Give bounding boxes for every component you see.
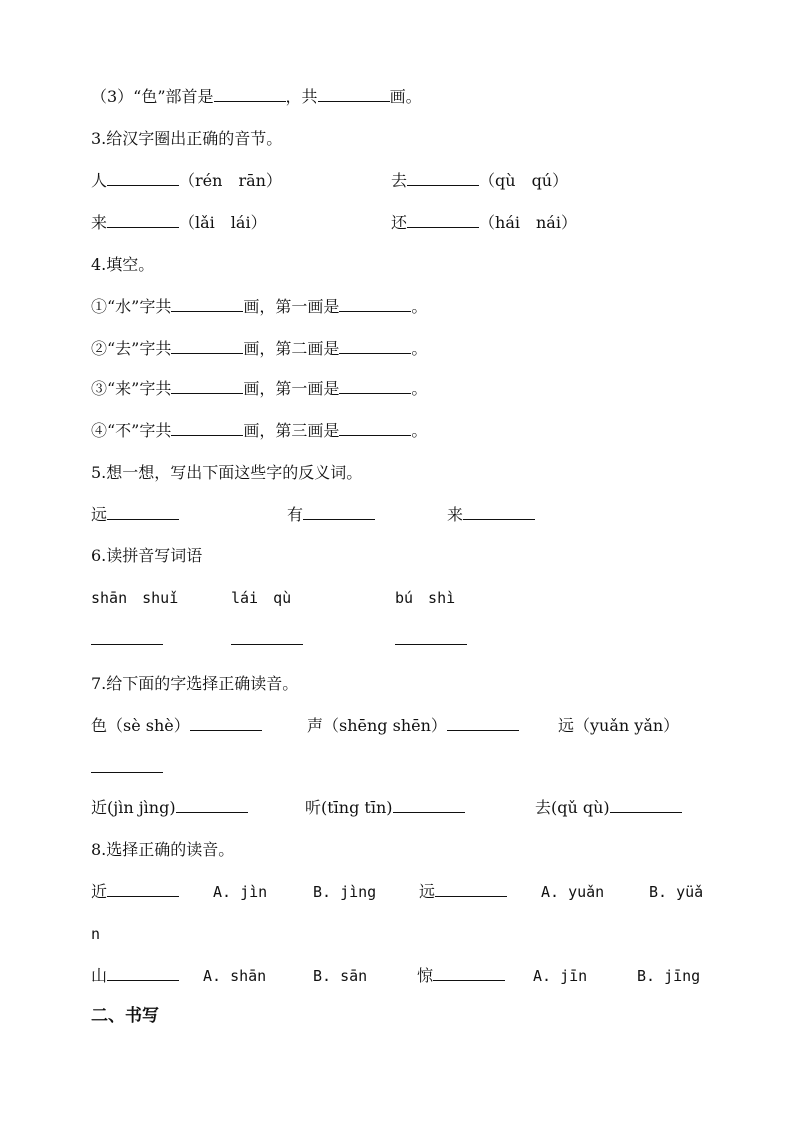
answer-blank[interactable] — [176, 798, 248, 813]
answer-blank[interactable] — [339, 297, 411, 312]
answer-blank[interactable] — [407, 213, 479, 228]
answer-blank[interactable] — [91, 758, 163, 773]
q4-item — [91, 339, 427, 359]
q8-option[interactable]: B. jìng — [313, 883, 377, 901]
q4-suffix: 。 — [411, 339, 428, 358]
q8-option[interactable]: B. yüǎ — [649, 883, 704, 901]
q3-options: （rén rān） — [179, 171, 282, 190]
q4-title: 4.填空。 — [91, 255, 155, 274]
q8-char: 近 — [91, 882, 108, 901]
q7-item: 远（yuǎn yǎn） — [558, 716, 680, 735]
q8-option[interactable]: A. jīn — [533, 967, 588, 985]
q4-suffix: 。 — [411, 421, 428, 440]
q3-char: 还 — [391, 213, 408, 232]
q4-prefix: ①“水”字共 — [91, 297, 172, 316]
q7-item: 近(jìn jìng) — [91, 798, 176, 817]
q3-options: （lǎi lái） — [179, 213, 267, 232]
answer-blank[interactable] — [171, 421, 243, 436]
q6-pinyin: shān shuǐ — [91, 589, 179, 607]
q6-pinyin: lái qù — [231, 589, 292, 607]
q4-suffix: 。 — [411, 297, 428, 316]
q8-option[interactable]: A. jìn — [213, 883, 268, 901]
answer-blank[interactable] — [339, 339, 411, 354]
q7-title: 7.给下面的字选择正确读音。 — [91, 674, 299, 693]
q5-title: 5.想一想，写出下面这些字的反义词。 — [91, 463, 363, 482]
answer-blank[interactable] — [107, 171, 179, 186]
q8-row1-wrap: n — [91, 925, 101, 943]
q8-option[interactable]: A. yuǎn — [541, 883, 605, 901]
q4-item — [91, 297, 427, 317]
q7-item: 听(tīng tīn) — [305, 798, 393, 817]
q5-char: 来 — [447, 505, 464, 524]
answer-blank[interactable] — [171, 339, 243, 354]
q2-3-mid: ，共 — [285, 87, 318, 106]
q7-item: 声（shēng shēn） — [307, 716, 447, 735]
q5-char: 远 — [91, 505, 108, 524]
answer-blank[interactable] — [318, 87, 390, 102]
q2-3-prefix: （3）“色”部首是 — [91, 87, 214, 106]
answer-blank[interactable] — [339, 379, 411, 394]
q4-mid: 画，第二画是 — [243, 339, 340, 358]
q4-mid: 画，第三画是 — [243, 421, 340, 440]
q3-char: 人 — [91, 171, 108, 190]
q8-char: 惊 — [417, 966, 434, 985]
answer-blank[interactable] — [463, 505, 535, 520]
q4-prefix: ③“来”字共 — [91, 379, 172, 398]
answer-blank[interactable] — [171, 297, 243, 312]
answer-blank[interactable] — [435, 882, 507, 897]
answer-blank[interactable] — [214, 87, 286, 102]
section-heading: 二、书写 — [91, 1006, 159, 1026]
q3-title: 3.给汉字圈出正确的音节。 — [91, 129, 283, 148]
q4-mid: 画，第一画是 — [243, 379, 340, 398]
q2-3-line — [91, 87, 422, 107]
answer-blank[interactable] — [610, 798, 682, 813]
q4-suffix: 。 — [411, 379, 428, 398]
q8-title: 8.选择正确的读音。 — [91, 840, 235, 859]
q7-item: 去(qǔ qù) — [535, 798, 610, 817]
q2-3-suffix: 画。 — [389, 87, 422, 106]
q4-mid: 画，第一画是 — [243, 297, 340, 316]
q8-option[interactable]: A. shān — [203, 967, 267, 985]
q5-char: 有 — [287, 505, 304, 524]
q4-item — [91, 379, 427, 399]
answer-blank[interactable] — [91, 630, 163, 645]
q7-row1-wrap — [91, 758, 163, 778]
answer-blank[interactable] — [395, 630, 467, 645]
answer-blank[interactable] — [190, 716, 262, 731]
answer-blank[interactable] — [447, 716, 519, 731]
q3-char: 来 — [91, 213, 108, 232]
q6-title: 6.读拼音写词语 — [91, 546, 203, 565]
answer-blank[interactable] — [171, 379, 243, 394]
answer-blank[interactable] — [407, 171, 479, 186]
q4-prefix: ②“去”字共 — [91, 339, 172, 358]
answer-blank[interactable] — [231, 630, 303, 645]
q3-char: 去 — [391, 171, 408, 190]
q4-prefix: ④“不”字共 — [91, 421, 172, 440]
q8-option[interactable]: B. sān — [313, 967, 368, 985]
q6-pinyin: bú shì — [395, 589, 456, 607]
q8-char: 远 — [419, 882, 436, 901]
answer-blank[interactable] — [107, 213, 179, 228]
q3-options: （hái nái） — [479, 213, 577, 232]
answer-blank[interactable] — [433, 966, 505, 981]
answer-blank[interactable] — [339, 421, 411, 436]
answer-blank[interactable] — [107, 966, 179, 981]
answer-blank[interactable] — [107, 882, 179, 897]
q4-item — [91, 421, 427, 441]
q7-item: 色（sè shè） — [91, 716, 190, 735]
q8-char: 山 — [91, 966, 108, 985]
q8-option[interactable]: B. jīng — [637, 967, 701, 985]
answer-blank[interactable] — [107, 505, 179, 520]
answer-blank[interactable] — [393, 798, 465, 813]
answer-blank[interactable] — [303, 505, 375, 520]
q3-options: （qù qú） — [479, 171, 569, 190]
